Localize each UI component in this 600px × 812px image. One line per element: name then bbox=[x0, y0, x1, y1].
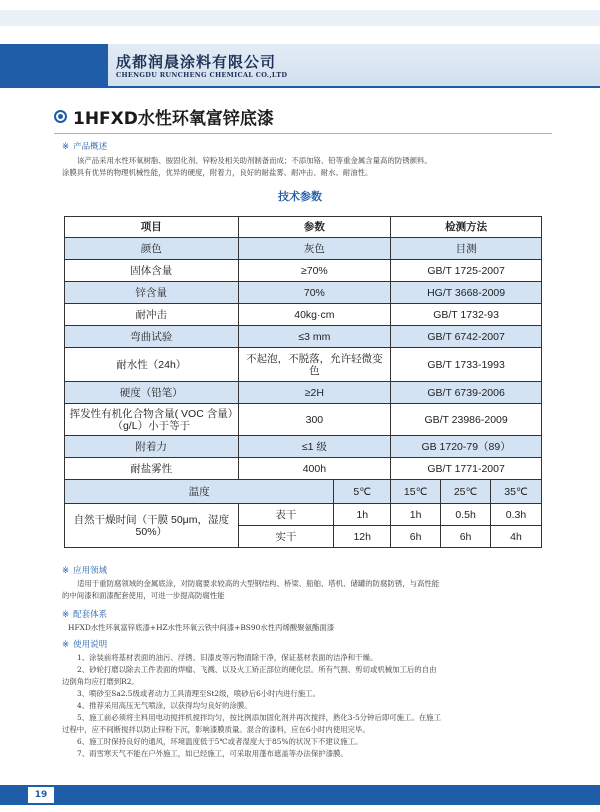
table-row bbox=[65, 282, 542, 304]
surface-dry-label: 表干 bbox=[238, 504, 334, 526]
table-row bbox=[65, 326, 542, 348]
row-item: 耐冲击 bbox=[65, 304, 239, 326]
row-item: 固体含量 bbox=[65, 260, 239, 282]
row-method: GB/T 23986-2009 bbox=[391, 404, 542, 436]
row-item: 耐水性（24h） bbox=[65, 348, 239, 382]
drying-time-label: 自然干燥时间（干膜 50μm，湿度 50%） bbox=[65, 504, 239, 548]
header-accent-block bbox=[0, 44, 108, 86]
usage-text bbox=[62, 652, 548, 760]
hard-dry-value: 6h bbox=[441, 526, 491, 548]
row-item: 颜色 bbox=[65, 238, 239, 260]
temperature-value: 5℃ bbox=[334, 480, 391, 504]
system-heading-text: 配套体系 bbox=[73, 610, 108, 620]
overview-heading bbox=[62, 140, 107, 152]
drying-surface-row bbox=[65, 504, 542, 526]
application-line: 的中间漆和面漆配套使用，可进一步提高防腐性能 bbox=[62, 591, 225, 600]
row-item: 弯曲试验 bbox=[65, 326, 239, 348]
row-param: 70% bbox=[238, 282, 391, 304]
product-title: 1HFXD水性环氧富锌底漆 bbox=[73, 108, 274, 129]
row-method: GB 1720-79（89） bbox=[391, 436, 542, 458]
row-method: GB/T 1725-2007 bbox=[391, 260, 542, 282]
surface-dry-value: 0.3h bbox=[491, 504, 542, 526]
tech-params-title: 技术参数 bbox=[278, 190, 322, 203]
row-item: 锌含量 bbox=[65, 282, 239, 304]
table-row bbox=[65, 348, 542, 382]
footer-bar bbox=[0, 785, 600, 805]
row-param: ≤3 mm bbox=[238, 326, 391, 348]
row-item: 附着力 bbox=[65, 436, 239, 458]
usage-line: 2、砂轮打磨以除去工件表面的焊瘤、飞溅、以及火工矫正部位的硬化层。所有气割、剪切或机械加工后的自由 bbox=[77, 665, 437, 674]
title-divider bbox=[54, 133, 552, 134]
usage-heading bbox=[62, 638, 107, 650]
row-param: 400h bbox=[238, 458, 391, 480]
table-header-row bbox=[65, 217, 542, 238]
row-param: 不起泡，不脱落，允许轻微变色 bbox=[238, 348, 391, 382]
temperature-value: 15℃ bbox=[391, 480, 441, 504]
overview-line: 涂膜具有优异的物理机械性能，优异的硬度，附着力，良好的耐盐雾、耐冲击、耐水、耐油性。 bbox=[62, 168, 373, 177]
usage-line: 6、施工时保持良好的通风，环境温度低于5℃或者湿度大于85%的状况下不建议施工。 bbox=[77, 737, 363, 746]
header-rule bbox=[0, 86, 600, 88]
title-bullet-icon bbox=[54, 110, 67, 123]
row-method: GB/T 1771-2007 bbox=[391, 458, 542, 480]
row-method: 目测 bbox=[391, 238, 542, 260]
row-method: GB/T 1732-93 bbox=[391, 304, 542, 326]
tech-params-table bbox=[64, 216, 542, 548]
company-name: 成都润晨涂料有限公司 bbox=[116, 53, 277, 71]
row-param: 灰色 bbox=[238, 238, 391, 260]
hard-dry-value: 12h bbox=[334, 526, 391, 548]
row-param: ≤1 级 bbox=[238, 436, 391, 458]
overview-heading-text: 产品概述 bbox=[73, 142, 108, 152]
application-line: 适用于重防腐领域的金属底涂，对防腐要求较高的大型钢结构、桥梁、船舶、塔机、储罐的防腐防锈，与高性能 bbox=[77, 579, 440, 588]
header-stripe bbox=[0, 10, 600, 26]
drying-temp-row bbox=[65, 480, 542, 504]
asterisk-mark-icon: ※ bbox=[62, 142, 70, 152]
usage-line: 7、雨雪寒天气不能在户外施工，如已经施工，可采取用蓬布遮盖等办法保护漆膜。 bbox=[77, 749, 348, 758]
asterisk-mark-icon: ※ bbox=[62, 566, 70, 576]
usage-line: 过程中，应不间断搅拌以防止锌粉下沉，影响漆膜质量。混合的漆料，应在6小时内使用完毕。 bbox=[62, 725, 370, 734]
overview-line: 该产品采用水性环氧树脂、胺固化剂、锌粉及相关助剂制备而成；不添加铬、铅等重金属含量高的防锈颜料。 bbox=[77, 156, 432, 165]
application-text bbox=[62, 578, 548, 602]
company-name-en: CHENGDU RUNCHENG CHEMICAL CO.,LTD bbox=[116, 71, 288, 79]
overview-text bbox=[62, 155, 548, 179]
usage-line: 3、喷砂至Sa2.5级或者动力工具清理至St2级，喷砂后6小时内进行施工。 bbox=[77, 689, 320, 698]
row-method: GB/T 1733-1993 bbox=[391, 348, 542, 382]
temperature-value: 25℃ bbox=[441, 480, 491, 504]
col-header-param: 参数 bbox=[238, 217, 391, 238]
col-header-item: 项目 bbox=[65, 217, 239, 238]
product-title-row bbox=[54, 103, 274, 129]
usage-line: 边倒角均应打磨到R2。 bbox=[62, 677, 139, 686]
system-text bbox=[62, 622, 548, 634]
page-number: 19 bbox=[28, 787, 54, 803]
row-method: GB/T 6742-2007 bbox=[391, 326, 542, 348]
surface-dry-value: 1h bbox=[334, 504, 391, 526]
usage-line: 4、推荐采用高压无气喷涂，以获得均匀良好的涂膜。 bbox=[77, 701, 252, 710]
application-heading bbox=[62, 564, 107, 576]
col-header-method: 检测方法 bbox=[391, 217, 542, 238]
row-item: 挥发性有机化合物含量( VOC 含量）（g/L）小于等于 bbox=[65, 404, 239, 436]
application-heading-text: 应用领域 bbox=[73, 566, 108, 576]
row-item: 耐盐雾性 bbox=[65, 458, 239, 480]
usage-heading-text: 使用说明 bbox=[73, 640, 108, 650]
asterisk-mark-icon: ※ bbox=[62, 640, 70, 650]
row-method: HG/T 3668-2009 bbox=[391, 282, 542, 304]
usage-line: 1、涂装前将基材表面的油污、浮锈、旧漆皮等污物清除干净，保证基材表面的洁净和干燥。 bbox=[77, 653, 378, 662]
hard-dry-label: 实干 bbox=[238, 526, 334, 548]
surface-dry-value: 1h bbox=[391, 504, 441, 526]
usage-line: 5、施工前必须将主料用电动搅拌机搅拌均匀，按比例添加固化剂并再次搅拌，熟化3-5分钟后即可施工。在施工 bbox=[77, 713, 441, 722]
table-row bbox=[65, 260, 542, 282]
table-row bbox=[65, 238, 542, 260]
table-row bbox=[65, 304, 542, 326]
system-line: HFXD水性环氧富锌底漆+HZ水性环氧云铁中间漆+BS90水性丙烯酸聚氨酯面漆 bbox=[68, 623, 335, 632]
asterisk-mark-icon: ※ bbox=[62, 610, 70, 620]
row-param: ≥70% bbox=[238, 260, 391, 282]
table-row bbox=[65, 436, 542, 458]
hard-dry-value: 6h bbox=[391, 526, 441, 548]
row-param: ≥2H bbox=[238, 382, 391, 404]
row-param: 40kg·cm bbox=[238, 304, 391, 326]
temperature-value: 35℃ bbox=[491, 480, 542, 504]
row-param: 300 bbox=[238, 404, 391, 436]
page-header bbox=[0, 0, 600, 88]
system-heading bbox=[62, 608, 107, 620]
row-item: 硬度（铅笔） bbox=[65, 382, 239, 404]
surface-dry-value: 0.5h bbox=[441, 504, 491, 526]
row-method: GB/T 6739-2006 bbox=[391, 382, 542, 404]
table-row bbox=[65, 382, 542, 404]
temperature-label: 温度 bbox=[65, 480, 334, 504]
hard-dry-value: 4h bbox=[491, 526, 542, 548]
table-row bbox=[65, 404, 542, 436]
table-row bbox=[65, 458, 542, 480]
